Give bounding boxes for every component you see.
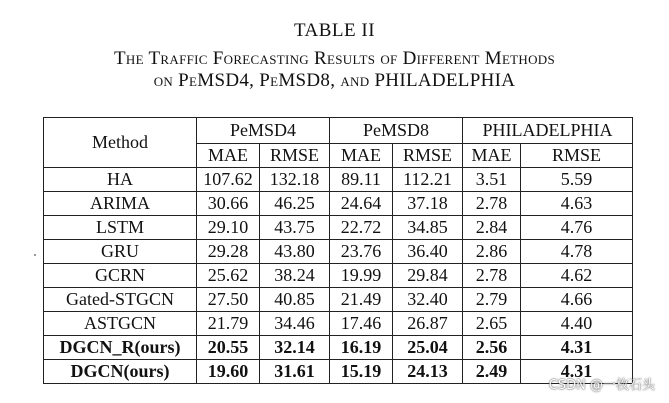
value-cell: 19.99 [330, 264, 393, 288]
value-cell: 4.66 [521, 288, 633, 312]
metric-header: RMSE [393, 144, 463, 168]
value-cell: 29.10 [197, 216, 260, 240]
value-cell: 2.49 [463, 360, 521, 384]
metric-header: RMSE [521, 144, 633, 168]
value-cell: 25.62 [197, 264, 260, 288]
value-cell: 4.40 [521, 312, 633, 336]
method-cell: DGCN(ours) [44, 360, 197, 384]
value-cell: 132.18 [260, 168, 330, 192]
table-row [44, 168, 633, 192]
dataset-header-pemsd4: PeMSD4 [197, 118, 330, 144]
metric-header: MAE [197, 144, 260, 168]
value-cell: 107.62 [197, 168, 260, 192]
value-cell: 31.61 [260, 360, 330, 384]
value-cell: 23.76 [330, 240, 393, 264]
value-cell: 4.62 [521, 264, 633, 288]
value-cell: 112.21 [393, 168, 463, 192]
method-cell: Gated-STGCN [44, 288, 197, 312]
value-cell: 32.40 [393, 288, 463, 312]
value-cell: 2.65 [463, 312, 521, 336]
table-row [44, 192, 633, 216]
value-cell: 40.85 [260, 288, 330, 312]
csdn-watermark: CSDN @一枚石头 [548, 378, 655, 393]
value-cell: 2.84 [463, 216, 521, 240]
value-cell: 36.40 [393, 240, 463, 264]
value-cell: 89.11 [330, 168, 393, 192]
value-cell: 24.13 [393, 360, 463, 384]
value-cell: 24.64 [330, 192, 393, 216]
header-row-datasets [44, 118, 633, 144]
table-row [44, 240, 633, 264]
value-cell: 4.31 [521, 336, 633, 360]
method-cell: GCRN [44, 264, 197, 288]
dataset-header-pemsd8: PeMSD8 [330, 118, 463, 144]
method-cell: ARIMA [44, 192, 197, 216]
value-cell: 15.19 [330, 360, 393, 384]
dataset-header-philadelphia: PHILADELPHIA [463, 118, 633, 144]
value-cell: 30.66 [197, 192, 260, 216]
results-table [43, 117, 633, 384]
value-cell: 4.63 [521, 192, 633, 216]
value-cell: 37.18 [393, 192, 463, 216]
value-cell: 27.50 [197, 288, 260, 312]
value-cell: 2.78 [463, 264, 521, 288]
table-row [44, 312, 633, 336]
value-cell: 19.60 [197, 360, 260, 384]
value-cell: 21.49 [330, 288, 393, 312]
method-cell: HA [44, 168, 197, 192]
table-label: TABLE II [293, 20, 376, 41]
table-caption-line-1: The Traffic Forecasting Results of Different Methods [113, 48, 556, 69]
value-cell: 2.86 [463, 240, 521, 264]
value-cell: 29.84 [393, 264, 463, 288]
value-cell: 2.56 [463, 336, 521, 360]
value-cell: 34.46 [260, 312, 330, 336]
value-cell: 22.72 [330, 216, 393, 240]
table-row [44, 336, 633, 360]
table-row [44, 216, 633, 240]
method-column-header: Method [44, 118, 197, 168]
method-cell: GRU [44, 240, 197, 264]
value-cell: 4.31 [521, 360, 633, 384]
value-cell: 4.76 [521, 216, 633, 240]
value-cell: 20.55 [197, 336, 260, 360]
method-cell: DGCN_R(ours) [44, 336, 197, 360]
results-table-body [44, 168, 633, 384]
value-cell: 29.28 [197, 240, 260, 264]
metric-header: MAE [330, 144, 393, 168]
value-cell: 16.19 [330, 336, 393, 360]
table-row [44, 288, 633, 312]
value-cell: 38.24 [260, 264, 330, 288]
value-cell: 2.78 [463, 192, 521, 216]
value-cell: 3.51 [463, 168, 521, 192]
value-cell: 4.78 [521, 240, 633, 264]
value-cell: 46.25 [260, 192, 330, 216]
method-cell: LSTM [44, 216, 197, 240]
value-cell: 25.04 [393, 336, 463, 360]
metric-header: MAE [463, 144, 521, 168]
table-caption-line-2: on PeMSD4, PeMSD8, and PHILADELPHIA [153, 70, 516, 91]
value-cell: 2.79 [463, 288, 521, 312]
value-cell: 26.87 [393, 312, 463, 336]
value-cell: 21.79 [197, 312, 260, 336]
metric-header: RMSE [260, 144, 330, 168]
value-cell: 43.80 [260, 240, 330, 264]
table-row [44, 360, 633, 384]
value-cell: 17.46 [330, 312, 393, 336]
stray-dot [34, 254, 36, 256]
value-cell: 43.75 [260, 216, 330, 240]
value-cell: 32.14 [260, 336, 330, 360]
value-cell: 34.85 [393, 216, 463, 240]
value-cell: 5.59 [521, 168, 633, 192]
method-cell: ASTGCN [44, 312, 197, 336]
table-row [44, 264, 633, 288]
